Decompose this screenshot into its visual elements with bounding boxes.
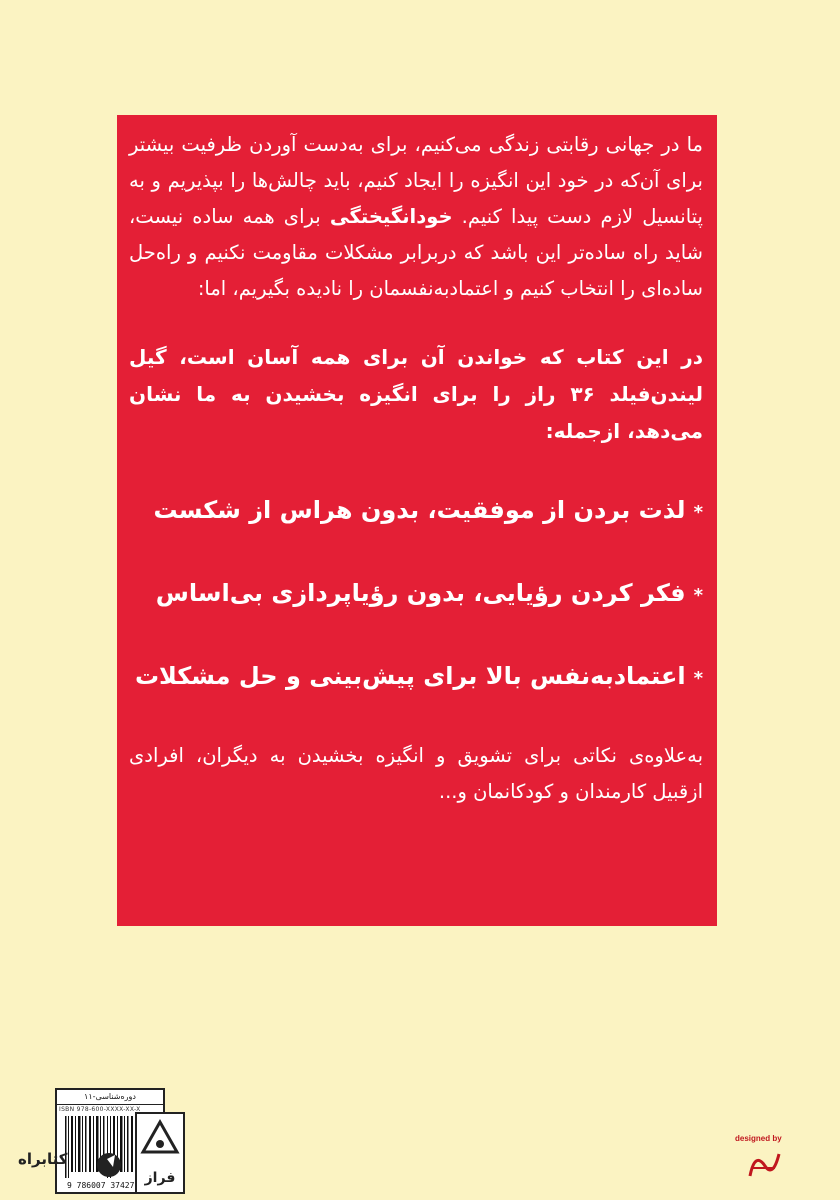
intro-text-end: برای همه ساده نیست، شاید راه ساده‌تر این باشد که دربرابر مشکلات مقاومت نکنیم و راه‌حل ساده‌ای را انتخاب کنیم و اعتمادبه‌نفسمان را نادیده بگیریم، اما: <box>129 205 703 300</box>
book-description: در این کتاب که خواندن آن برای همه آسان است، گیل لیندن‌فیلد ۳۶ راز را برای انگیزه بخشیدن به ما نشان می‌دهد، ازجمله: <box>129 345 703 443</box>
isbn-line: ISBN 978-600-XXXX-XX-X <box>59 1106 141 1113</box>
designer-signature-icon <box>745 1146 785 1186</box>
barcode-number: 9 786007 37427 <box>67 1181 135 1190</box>
bullet-item <box>129 493 703 530</box>
intro-bold-term: خودانگیختگی <box>329 205 453 228</box>
bullet-text: لذت بردن از موفقیت، بدون هراس از شکست <box>153 496 686 524</box>
bullet-marker: * <box>693 668 703 689</box>
barcode-top-label: دوره‌شناسی-۱۱ <box>57 1090 163 1105</box>
bullet-text: اعتمادبه‌نفس بالا برای پیش‌بینی و حل مشکلات <box>134 662 686 690</box>
bullet-item <box>129 659 703 696</box>
bullet-marker: * <box>693 585 703 606</box>
bullet-text: فکر کردن رؤیایی، بدون رؤیاپردازی بی‌اساس <box>155 579 686 607</box>
back-cover-text-panel <box>117 115 717 926</box>
bullet-item <box>129 576 703 613</box>
intro-text-start: ما در جهانی رقابتی زندگی می‌کنیم، برای به‌دست آوردن ظرفیت بیشتر برای آن‌که در خود این انگیزه را ایجاد کنیم، باید چالش‌ها را بپذیریم و به پتانسیل لازم دست پیدا کنیم. <box>129 133 703 228</box>
bullet-marker: * <box>693 502 703 523</box>
intro-paragraph <box>129 127 703 307</box>
designed-by-label: designed by <box>735 1134 782 1143</box>
publisher-logo-icon <box>135 1112 185 1194</box>
ketabrah-logo-text: کتابراه <box>18 1150 68 1168</box>
closing-paragraph: به‌علاوه‌ی نکاتی برای تشویق و انگیزه بخشیدن به دیگران، افرادی ازقبیل کارمندان و کودکانمان و... <box>129 744 703 803</box>
publisher-logo-text: فراز <box>144 1170 176 1186</box>
